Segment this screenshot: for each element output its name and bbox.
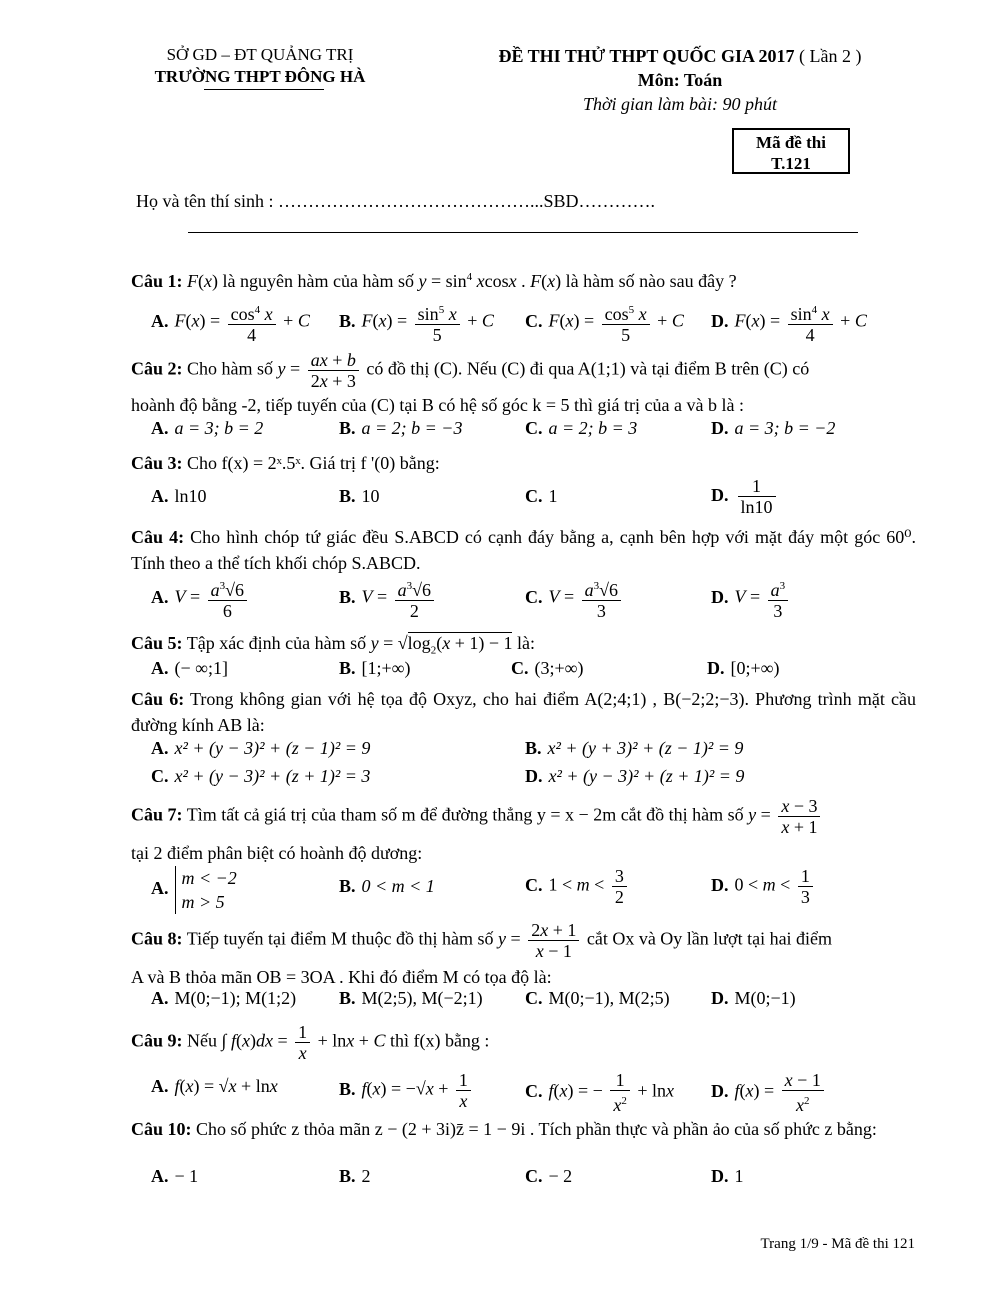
q10-option-a[interactable]: A. − 1: [151, 1166, 199, 1186]
exam-code-box: [732, 128, 850, 174]
q5-option-c[interactable]: C. (3;+∞): [511, 658, 584, 678]
q9-options: [151, 1070, 921, 1115]
header-right: [440, 44, 920, 116]
exam-code: T.121: [771, 154, 811, 173]
question-5: Câu 5: Tập xác định của hàm số $y = √\log_2(x + 1) - 1$ là:: [131, 633, 535, 657]
question-1: Câu 1: F(x) là nguyên hàm của hàm số $y = \sin^4 xcosx$ . F(x) là hàm số nào sau đây ?: [131, 271, 737, 291]
q6-option-c[interactable]: C. x² + (y − 3)² + (z + 1)² = 3: [151, 766, 371, 786]
q9-option-b[interactable]: B. f(x) = −√x + $\frac{1}{x}$: [339, 1070, 474, 1111]
q9-option-d[interactable]: D. f(x) = $\frac{x - 1}{x^2}$: [711, 1070, 827, 1115]
q1-option-a[interactable]: A. F(x) = $\frac{\cos^4 x}{4}$ + C: [151, 300, 310, 345]
q3-option-d[interactable]: D. $\frac{1}{\ln 10}$: [711, 476, 779, 517]
q8-option-b[interactable]: B. M(2;5), M(−2;1): [339, 988, 483, 1008]
exam-code-label: Mã đề thi: [756, 133, 826, 152]
q6-option-d[interactable]: D. x² + (y − 3)² + (z + 1)² = 9: [525, 766, 745, 786]
q5-option-d[interactable]: D. [0;+∞): [707, 658, 780, 678]
q2-option-c[interactable]: C. a = 2; b = 3: [525, 418, 638, 438]
question-3: Câu 3: Cho f(x) = 2ˣ.5ˣ. Giá trị f '(0) bằng:: [131, 453, 440, 473]
exam-time: Thời gian làm bài: 90 phút: [582, 94, 778, 114]
question-7-cont: tại 2 điểm phân biệt có hoành độ dương:: [131, 843, 423, 863]
question-9: Câu 9: Nếu ∫ f(x)dx = $\frac{1}{x}$ + lnx + C thì f(x) bằng :: [131, 1022, 490, 1063]
q6-option-a[interactable]: A. x² + (y − 3)² + (z − 1)² = 9: [151, 738, 371, 758]
question-4: Câu 4: Cho hình chóp tứ giác đều S.ABCD có cạnh đáy bằng a, cạnh bên hợp với mặt đáy một góc 60⁰. Tính theo a thể tích khối chóp S.ABCD.: [131, 527, 916, 573]
header-left: [130, 44, 390, 88]
exam-title: ĐỀ THI THỬ THPT QUỐC GIA 2017 ( Lần 2 ): [498, 46, 862, 66]
q2-options: [151, 418, 921, 448]
q2-option-d[interactable]: D. a = 3; b = −2: [711, 418, 836, 438]
q9-option-c[interactable]: C. f(x) = − $\frac{1}{x^2}$ + lnx: [525, 1070, 674, 1115]
q10-options: [151, 1166, 921, 1196]
q3-option-a[interactable]: A. ln10: [151, 486, 207, 506]
q1-option-b[interactable]: B. F(x) = $\frac{\sin^5 x}{5}$ + C: [339, 300, 494, 345]
q5-options: [151, 658, 921, 688]
question-10: Câu 10: Cho số phức z thỏa mãn z − (2 + 3i)z̄ = 1 − 9i . Tích phần thực và phần ảo của số phức z bằng:: [131, 1119, 877, 1139]
q6-options-row2: [151, 766, 921, 796]
q1-options: [151, 300, 921, 345]
q4-option-a[interactable]: A. V = $\frac{a^3√6}{6}$: [151, 576, 250, 621]
q6-options-row1: [151, 738, 921, 768]
q2-option-a[interactable]: A. a = 3; b = 2: [151, 418, 264, 438]
q4-option-c[interactable]: C. V = $\frac{a^3√6}{3}$: [525, 576, 624, 621]
q8-option-c[interactable]: C. M(0;−1), M(2;5): [525, 988, 670, 1008]
question-6: Câu 6: Trong không gian với hệ tọa độ Oxyz, cho hai điểm A(2;4;1) , B(−2;2;−3). Phương trình mặt cầu đường kính AB là:: [131, 689, 916, 735]
question-2-cont: hoành độ bằng -2, tiếp tuyến của (C) tại B có hệ số góc k = 5 thì giá trị của a và b là :: [131, 395, 744, 415]
q7-option-d[interactable]: D. 0 < m < $\frac{1}{3}$: [711, 866, 816, 907]
school-name: TRƯỜNG THPT ĐÔNG HÀ: [154, 67, 366, 86]
q3-options: [151, 476, 921, 517]
q3-option-c[interactable]: C. 1: [525, 486, 558, 506]
subject: Môn: Toán: [637, 70, 723, 90]
q6-option-b[interactable]: B. x² + (y + 3)² + (z − 1)² = 9: [525, 738, 744, 758]
q1-option-d[interactable]: D. F(x) = $\frac{\sin^4 x}{4}$ + C: [711, 300, 867, 345]
question-8-cont: A và B thỏa mãn OB = 3OA . Khi đó điểm M có tọa độ là:: [131, 967, 552, 987]
q10-option-c[interactable]: C. − 2: [525, 1166, 573, 1186]
q10-option-d[interactable]: D. 1: [711, 1166, 744, 1186]
q5-option-a[interactable]: A. (− ∞;1]: [151, 658, 228, 678]
q4-options: [151, 576, 921, 621]
q10-option-b[interactable]: B. 2: [339, 1166, 371, 1186]
department: SỞ GD – ĐT QUẢNG TRỊ: [166, 45, 354, 64]
q7-option-b[interactable]: B. 0 < m < 1: [339, 876, 435, 896]
separator-line: [188, 232, 858, 233]
q4-option-d[interactable]: D. V = $\frac{a^3}{3}$: [711, 576, 791, 621]
school-underline: [204, 89, 324, 90]
q7-option-c[interactable]: C. 1 < m < $\frac{3}{2}$: [525, 866, 630, 907]
q8-options: [151, 988, 921, 1018]
q9-option-a[interactable]: A. f(x) = √x + lnx: [151, 1076, 278, 1096]
q7-options: [151, 866, 921, 916]
q7-option-a[interactable]: A. m < −2 m > 5: [151, 868, 237, 912]
q4-option-b[interactable]: B. V = $\frac{a^3√6}{2}$: [339, 576, 437, 621]
q2-option-b[interactable]: B. a = 2; b = −3: [339, 418, 463, 438]
q8-option-d[interactable]: D. M(0;−1): [711, 988, 796, 1008]
question-8: Câu 8: Tiếp tuyến tại điểm M thuộc đồ thị hàm số y = $\frac{2x + 1}{x - 1}$ cắt Ox và Oy lần lượt tại hai điểm: [131, 920, 833, 961]
q8-option-a[interactable]: A. M(0;−1); M(1;2): [151, 988, 297, 1008]
q1-option-c[interactable]: C. F(x) = $\frac{\cos^5 x}{5}$ + C: [525, 300, 684, 345]
candidate-line: Họ và tên thí sinh : ……………………………………...SBD………….: [136, 191, 656, 211]
q5-option-b[interactable]: B. [1;+∞): [339, 658, 411, 678]
q3-option-b[interactable]: B. 10: [339, 486, 380, 506]
question-2: Câu 2: Cho hàm số y = $\frac{ax + b}{2x + 3}$ có đồ thị (C). Nếu (C) đi qua A(1;1) và tại điểm B trên (C) có: [131, 350, 810, 391]
question-7: Câu 7: Tìm tất cả giá trị của tham số m để đường thẳng y = x − 2m cắt đồ thị hàm số y = $\frac{x - 3}{x + 1}$: [131, 796, 916, 837]
page-footer: Trang 1/9 - Mã đề thi 121: [760, 1236, 915, 1252]
